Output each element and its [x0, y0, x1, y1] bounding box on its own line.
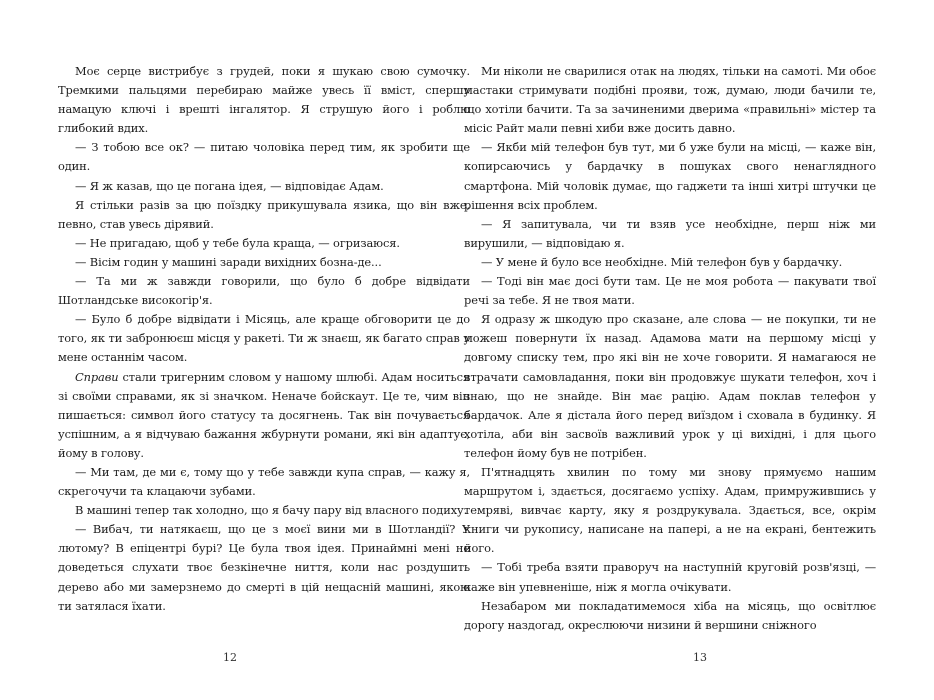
right-paragraph-9: Незабаром ми покладатимемося хіба на місяць, що освітлює дорогу наздогад, окреслюючи низини й вершини сніжного	[464, 598, 876, 632]
right-paragraph-3: — Я запитувала, чи ти взяв усе необхідне, перш ніж ми вирушили, — відповідаю я.	[464, 216, 876, 250]
left-page	[58, 62, 470, 616]
left-paragraph-11: В машині тепер так холодно, що я бачу пару від власного подиху.	[75, 503, 468, 518]
right-page	[464, 62, 876, 635]
left-paragraph-12: — Вибач, ти натякаєш, що це з моєї вини ми в Шотландії? У лютому? В епіцентрі бурі? Це була твоя ідея. Принаймні мені не доведеться слухати твоє безкінечне ниття, коли нас роздушить дерево або ми замерзнемо до смерті в цій нещасній машині, якою ти затялася їхати.	[58, 522, 470, 613]
right-paragraph-5: — Тоді він має досі бути там. Це не моя робота — пакувати твої речі за тебе. Я не твоя мати.	[464, 274, 876, 308]
right-paragraph-2: — Якби мій телефон був тут, ми б уже були на місці, — каже він, копирсаючись у бардачку в пошуках свого ненаглядного смартфона. Мій чоловік думає, що гаджети та інші хитрі штучки це рішення всіх проблем.	[464, 140, 876, 212]
right-paragraph-7: П'ятнадцять хвилин по тому ми знову прямуємо нашим маршрутом і, здається, досягаємо успіху. Адам, примружившись у темряві, вивчає карту, яку я роздрукувала. Здається, все, окрім книги чи рукопису, написане на папері, а не на екрані, бентежить його.	[464, 464, 876, 556]
left-paragraph-10: — Ми там, де ми є, тому що у тебе завжди купа справ, — кажу я, скрегочучи та клацаючи зубами.	[58, 464, 470, 499]
left-paragraph-5: — Не пригадаю, щоб у тебе була краща, — огризаюся.	[75, 235, 400, 250]
right-paragraph-8: — Тобі треба взяти праворуч на наступній круговій розв'язці, — каже він упевненіше, ніж я могла очікувати.	[464, 560, 876, 594]
left-paragraph-6: — Вісім годин у машині заради вихідних бозна-де...	[75, 254, 382, 269]
left-paragraph-4: Я стільки разів за цю поїздку прикушувала язика, що він вже, певно, став увесь дірявий.	[58, 197, 470, 231]
left-paragraph-2: — З тобою все ок? — питаю чоловіка перед тим, як зробити ще один.	[58, 140, 470, 174]
right-paragraph-1: Ми ніколи не сварилися отак на людях, тільки на самоті. Ми обоє мастаки стримувати подібні прояви, тож, думаю, люди бачили те, що хотіли бачити. Та за зачиненими дверима «правильні» містер та місіс Райт мали певні хиби вже досить давно.	[464, 64, 876, 136]
left-paragraph-9: Справи стали тригерним словом у нашому шлюбі. Адам носиться зі своїми справами, як зі значком. Неначе бойскаут. Це те, чим він пишається: символ його статусу та досягнень. Так він почувається успішним, а я відчуваю бажання жбурнути романи, які він адаптує, йому в голову.	[58, 369, 470, 460]
left-paragraph-3: — Я ж казав, що це погана ідея, — відповідає Адам.	[75, 178, 384, 193]
right-page-number: 13	[693, 651, 707, 664]
right-paragraph-6: Я одразу ж шкодую про сказане, але слова — не покупки, ти не можеш повернути їх назад. Адамова мати на першому місці у довгому списку тем, про які він не хоче говорити. Я намагаюся не втрачати самовладання, поки він продовжує шукати телефон, хоч і знаю, що не знайде. Він має рацію. Адам поклав телефон у бардачок. Але я дістала його перед виїздом і сховала в будинку. Я хотіла, аби він засвоїв важливий урок у ці вихідні, і для цього телефон йому був не потрібен.	[464, 312, 876, 460]
left-page-number: 12	[223, 651, 237, 664]
left-paragraph-7: — Та ми ж завжди говорили, що було б добре відвідати Шотландське високогір'я.	[58, 274, 470, 308]
right-paragraph-4: — У мене й було все необхідне. Мій телефон був у бардачку.	[481, 254, 843, 269]
left-paragraph-1: Моє серце вистрибує з грудей, поки я шукаю свою сумочку. Тремкими пальцями перебираю майже увесь її вміст, спершу намацую ключі і врешті інгалятор. Я струшую його і роблю глибокий вдих.	[58, 64, 470, 136]
left-paragraph-8: — Було б добре відвідати і Місяць, але краще обговорити це до того, як ти забронюєш місця у ракеті. Ти ж знаєш, як багато справ у мене останнім часом.	[58, 312, 470, 365]
